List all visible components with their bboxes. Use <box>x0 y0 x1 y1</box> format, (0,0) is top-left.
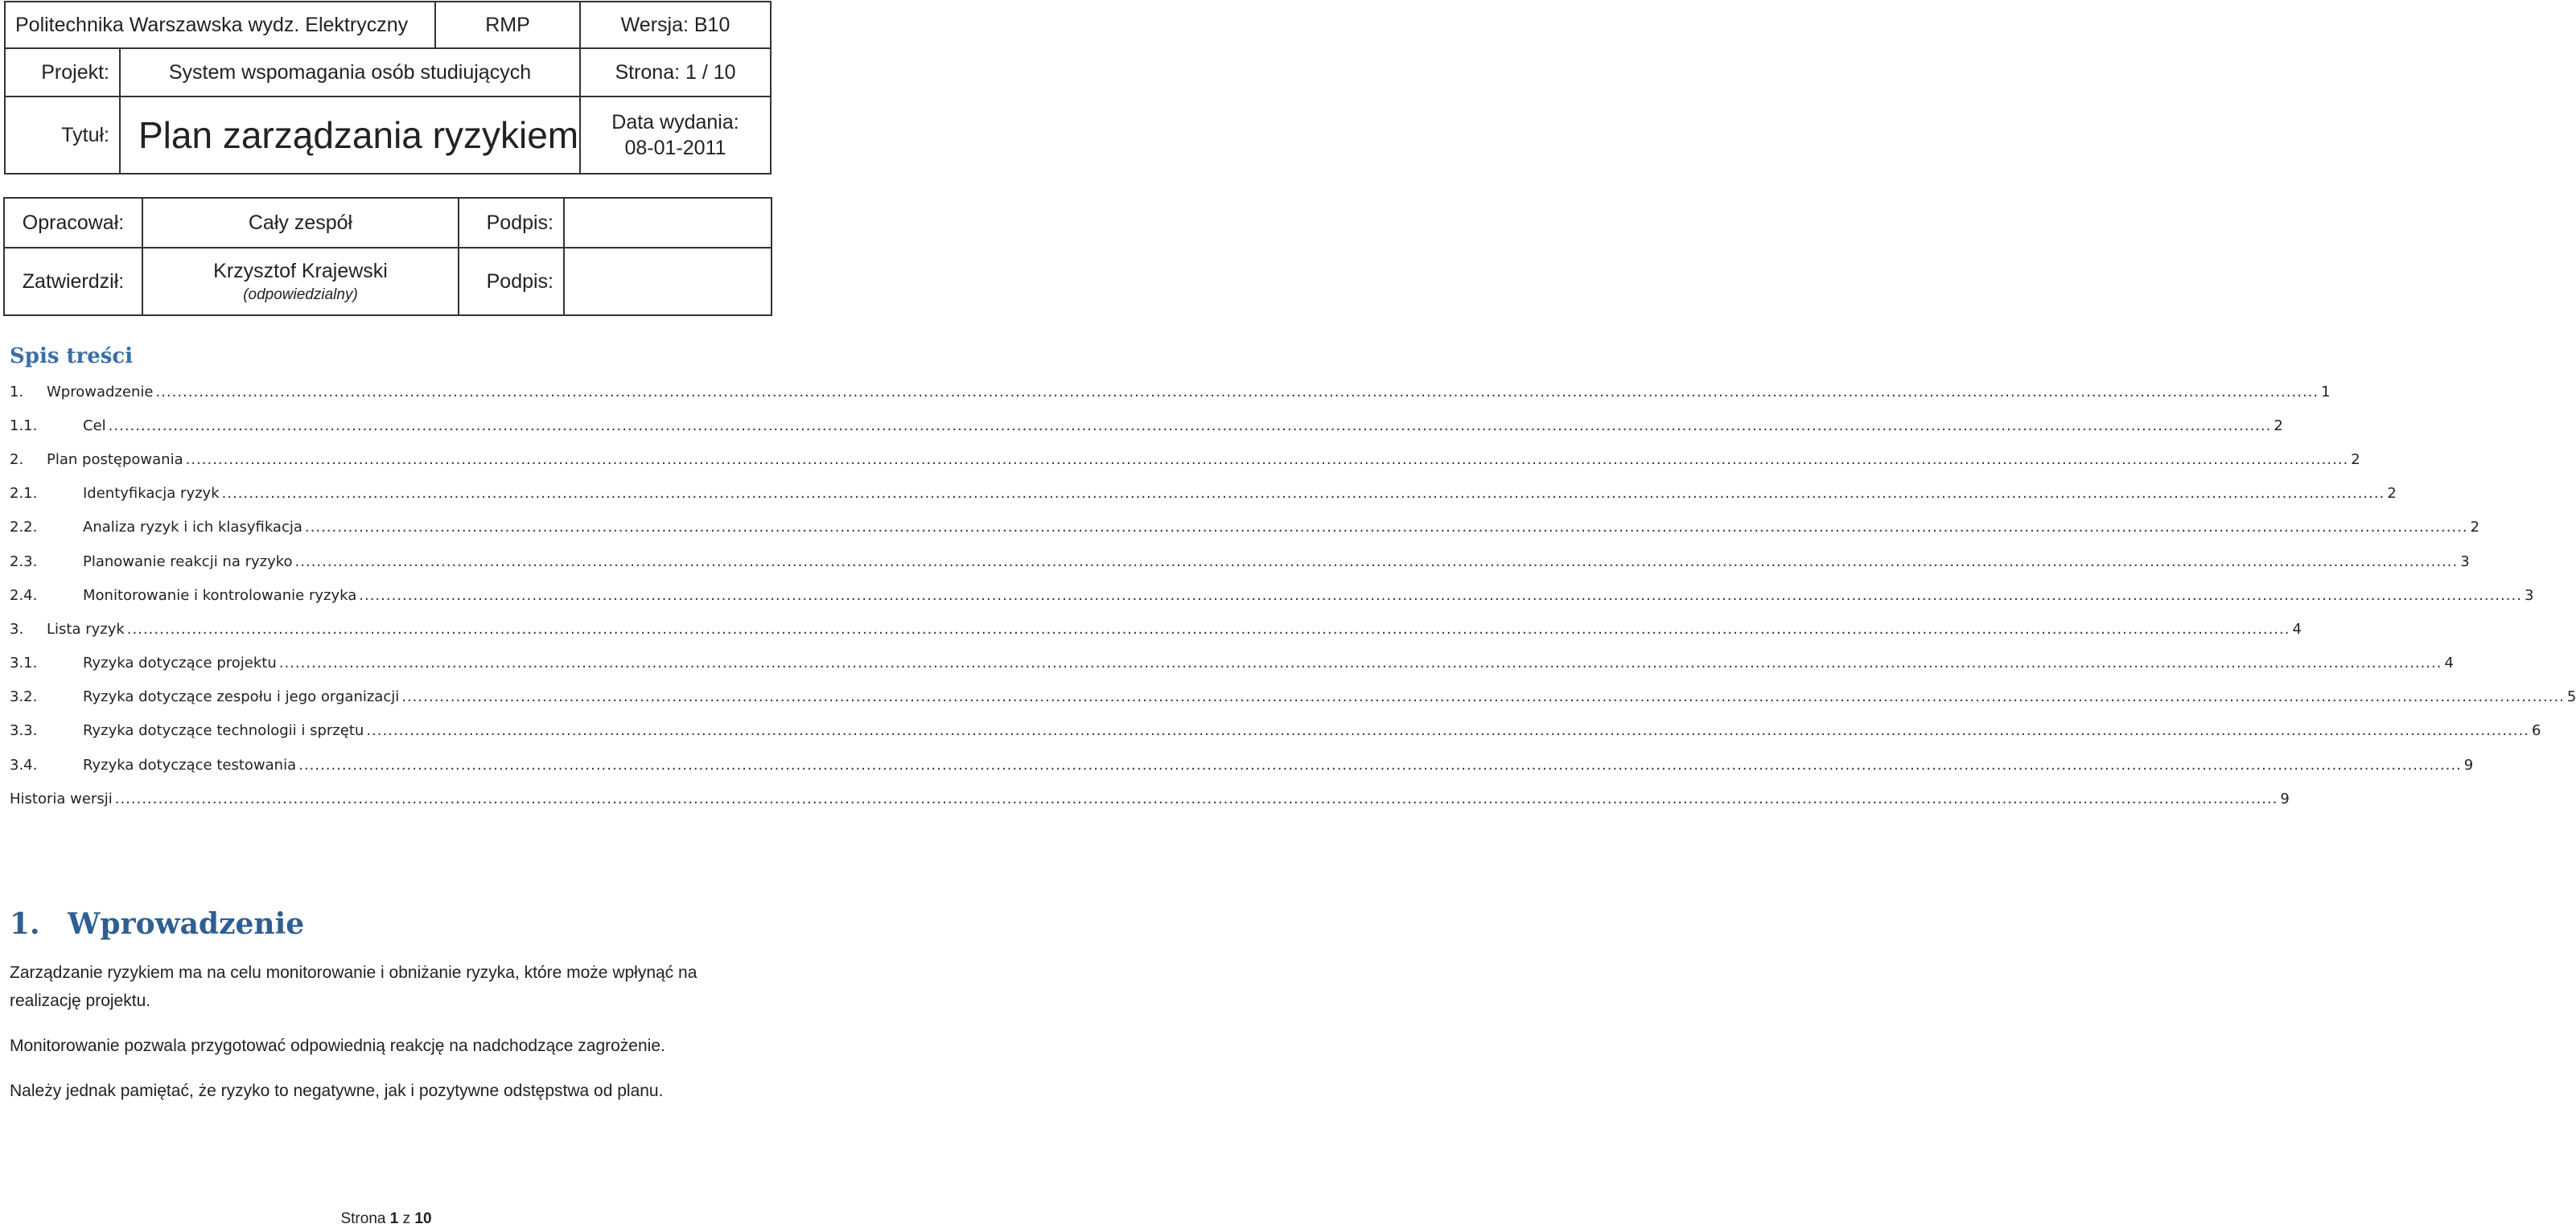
issue-date-cell <box>580 97 771 174</box>
org-name: Politechnika Warszawska wydz. Elektryczny <box>5 2 435 48</box>
toc-entry-page: 2 <box>2470 519 2480 536</box>
prepared-by: Cały zespół <box>142 198 459 248</box>
footer-current-page: 1 <box>389 1210 399 1227</box>
toc-entry-number: 3.2. <box>10 688 38 706</box>
toc-entry-page: 4 <box>2444 655 2454 672</box>
toc-entry[interactable] <box>10 578 2534 612</box>
approved-by: Krzysztof Krajewski <box>213 259 388 282</box>
toc-entry-title: Analiza ryzyk i ich klasyfikacja <box>83 519 302 536</box>
footer-prefix: Strona <box>340 1210 386 1227</box>
toc-entry-title: Wprowadzenie <box>47 383 154 400</box>
toc-entry[interactable] <box>10 612 2302 646</box>
toc-entry-number: 2. <box>10 450 24 468</box>
toc-entry-number: 3.3. <box>10 722 38 740</box>
toc-entry-title: Historia wersji <box>10 790 113 807</box>
toc-entry[interactable] <box>10 409 2283 442</box>
footer-total-pages: 10 <box>414 1210 432 1227</box>
toc-entry-title: Identyfikacja ryzyk <box>83 485 220 503</box>
toc-entry-title: Ryzyka dotyczące testowania <box>83 756 297 774</box>
approved-by-cell <box>142 248 459 315</box>
toc-entry-page: 3 <box>2524 586 2534 604</box>
toc-entry-number: 3. <box>10 620 24 638</box>
toc-entry[interactable] <box>10 748 2474 782</box>
toc-dot-leader: ................................................................................................................................................................................................................................................................................................................................................................................................................ <box>155 383 2319 400</box>
date-label: Data wydania: <box>611 111 739 133</box>
project-label: Projekt: <box>5 48 120 97</box>
doc-code: RMP <box>435 2 580 48</box>
toc-dot-leader: ................................................................................................................................................................................................................................................................................................................................................................................................................ <box>278 655 2442 672</box>
document-header-table <box>4 1 772 175</box>
toc-entry-page: 2 <box>2351 450 2360 468</box>
toc-dot-leader: ................................................................................................................................................................................................................................................................................................................................................................................................................ <box>108 417 2272 434</box>
toc-entry[interactable] <box>10 714 2541 748</box>
toc-entry[interactable] <box>10 544 2470 578</box>
document-title: Plan zarządzania ryzykiem <box>120 97 580 174</box>
toc-entry-number: 2.1. <box>10 485 38 503</box>
toc-dot-leader: ................................................................................................................................................................................................................................................................................................................................................................................................................ <box>298 756 2462 774</box>
toc-dot-leader: ................................................................................................................................................................................................................................................................................................................................................................................................................ <box>359 586 2522 604</box>
toc-dot-leader: ................................................................................................................................................................................................................................................................................................................................................................................................................ <box>294 552 2459 570</box>
approved-label: Zatwierdził: <box>4 248 142 315</box>
paragraph: Należy jednak pamiętać, że ryzyko to negatywne, jak i pozytywne odstępstwa od planu. <box>10 1082 664 1100</box>
paragraph: Monitorowanie pozwala przygotować odpowiednią reakcję na nadchodzące zagrożenie. <box>10 1037 665 1055</box>
toc-dot-leader: ................................................................................................................................................................................................................................................................................................................................................................................................................ <box>401 688 2565 706</box>
approved-role: (odpowiedzialny) <box>243 285 358 303</box>
toc-entry-page: 5 <box>2566 688 2576 706</box>
toc-entry-title: Ryzyka dotyczące zespołu i jego organizacji <box>83 688 400 706</box>
toc-entry-page: 4 <box>2292 620 2302 638</box>
prepared-label: Opracował: <box>4 198 142 248</box>
toc-entry-page: 1 <box>2321 383 2331 400</box>
toc-entry-page: 9 <box>2280 790 2290 807</box>
toc-dot-leader: ................................................................................................................................................................................................................................................................................................................................................................................................................ <box>221 485 2385 503</box>
title-label: Tytuł: <box>5 97 120 174</box>
toc-entry-page: 2 <box>2387 485 2397 503</box>
toc-entry-page: 6 <box>2531 722 2541 740</box>
section-heading <box>10 907 304 941</box>
toc-entry-title: Monitorowanie i kontrolowanie ryzyka <box>83 586 357 604</box>
toc-entry-title: Cel <box>83 417 106 434</box>
approval-table <box>3 197 772 316</box>
toc-entry-page: 9 <box>2463 756 2474 774</box>
page-footer <box>0 1210 772 1228</box>
section-number: 1. <box>10 907 40 941</box>
toc-title: Spis treści <box>10 344 134 368</box>
footer-separator: z <box>402 1210 411 1227</box>
section-title: Wprowadzenie <box>68 907 305 941</box>
toc-entry-title: Ryzyka dotyczące technologii i sprzętu <box>83 722 364 740</box>
toc-entry-number: 2.4. <box>10 586 38 604</box>
toc-entry-page: 2 <box>2274 417 2283 434</box>
toc-dot-leader: ................................................................................................................................................................................................................................................................................................................................................................................................................ <box>114 790 2278 807</box>
toc-entry[interactable] <box>10 442 2360 476</box>
toc-entry[interactable] <box>10 782 2290 815</box>
paragraph: Zarządzanie ryzykiem ma na celu monitorowanie i obniżanie ryzyka, które może wpłynąć na realizację projektu. <box>10 963 697 1010</box>
toc-dot-leader: ................................................................................................................................................................................................................................................................................................................................................................................................................ <box>185 450 2349 468</box>
toc-entry-title: Plan postępowania <box>47 450 183 468</box>
toc-entry-title: Lista ryzyk <box>47 620 125 638</box>
toc-entry-number: 2.3. <box>10 552 38 570</box>
toc-entry[interactable] <box>10 647 2454 680</box>
toc-entry-number: 1.1. <box>10 417 38 434</box>
issue-date: 08-01-2011 <box>624 137 726 159</box>
toc-entry[interactable] <box>10 511 2480 544</box>
toc-entry-page: 3 <box>2460 552 2470 570</box>
toc-entry-number: 3.4. <box>10 756 38 774</box>
toc-entry[interactable] <box>10 477 2397 511</box>
toc-entry-title: Ryzyka dotyczące projektu <box>83 655 277 672</box>
toc-entry-number: 2.2. <box>10 519 38 536</box>
signature-field-1 <box>564 198 772 248</box>
toc-entry-title: Planowanie reakcji na ryzyko <box>83 552 293 570</box>
project-name: System wspomagania osób studiujących <box>120 48 580 97</box>
page-indicator: Strona: 1 / 10 <box>580 48 771 97</box>
toc-entry[interactable] <box>10 680 2576 714</box>
toc-entry-number: 1. <box>10 383 24 400</box>
signature-field-2 <box>564 248 772 315</box>
table-of-contents <box>10 375 2576 815</box>
toc-dot-leader: ................................................................................................................................................................................................................................................................................................................................................................................................................ <box>366 722 2529 740</box>
toc-entry-number: 3.1. <box>10 655 38 672</box>
toc-dot-leader: ................................................................................................................................................................................................................................................................................................................................................................................................................ <box>126 620 2290 638</box>
signature-label-1: Podpis: <box>459 198 564 248</box>
version: Wersja: B10 <box>580 2 771 48</box>
toc-entry[interactable] <box>10 375 2331 409</box>
toc-dot-leader: ................................................................................................................................................................................................................................................................................................................................................................................................................ <box>304 519 2468 536</box>
signature-label-2: Podpis: <box>459 248 564 315</box>
